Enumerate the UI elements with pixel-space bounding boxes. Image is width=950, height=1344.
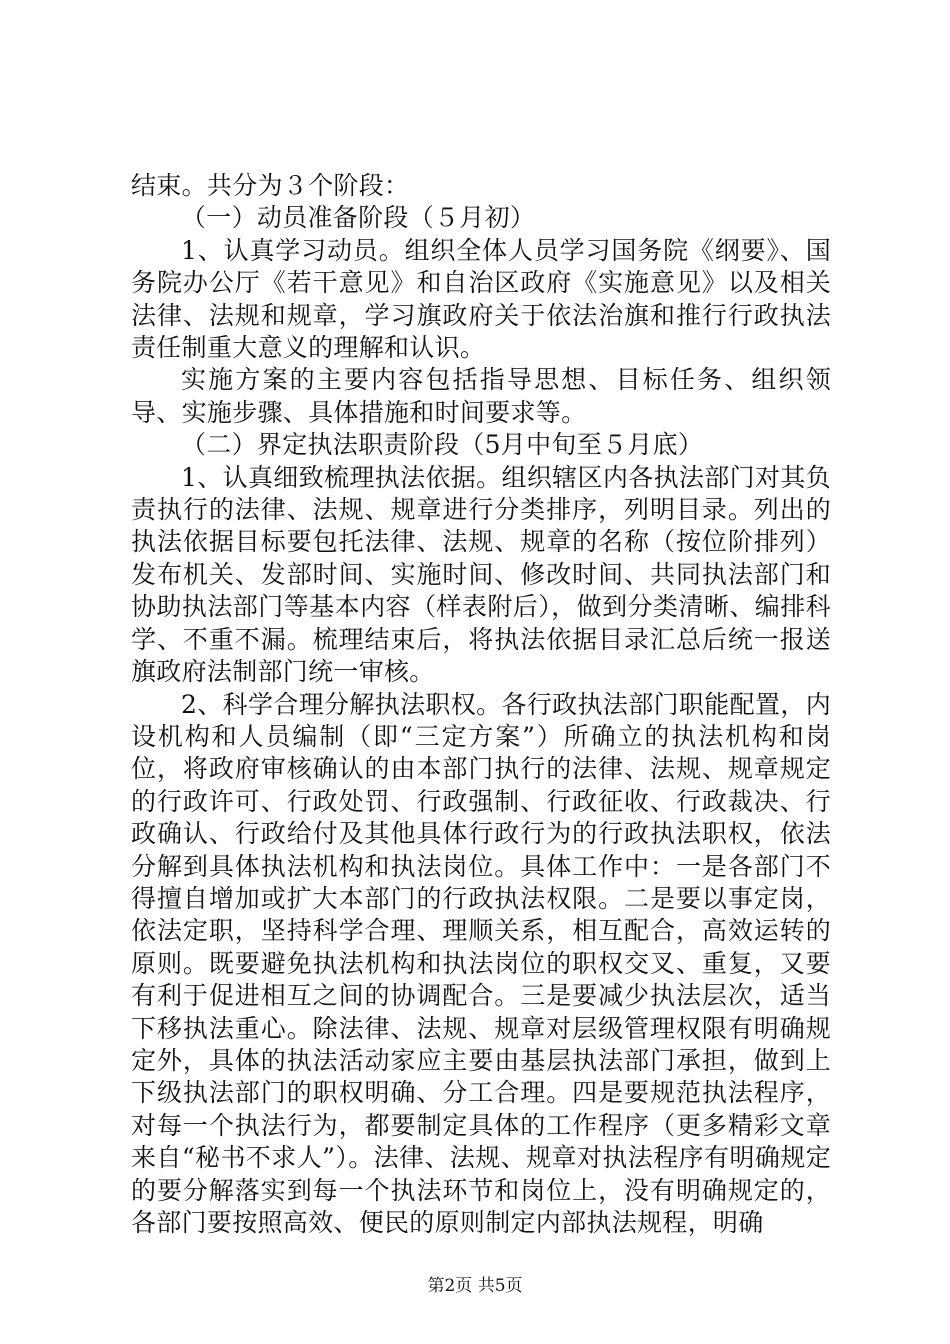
section-heading-1: （一）动员准备阶段（５月初） — [181, 203, 536, 233]
paragraph-6: 1、认真细致梳理执法依据。组织辖区内各执法部门对其负责执行的法律、法规、规章进行分类排序，列明目录。列出的执法依据目标要包托法律、法规、规章的名称（按位阶排列）发布机关、发部时间、实施时间、修改时间、共同执法部门和协助执法部门等基本内容（样表附后），做到分类清晰、编排科学、不重不漏。梳理结束后，将执法依据目录汇总后统一报送旗政府法制部门统一审核。 — [131, 462, 831, 687]
paragraph-3: 1、认真学习动员。组织全体人员学习国务院《纲要》、国务院办公厅《若干意见》和自治区政府《实施意见》以及相关法律、法规和规章，学习旗政府关于依法治旗和推行行政执法责任制重大意义的理解和认识。 — [131, 235, 831, 363]
page-footer: 第2页 共5页 — [427, 1276, 523, 1296]
paragraph-1: 结束。共分为３个阶段： — [131, 171, 410, 200]
document-body — [131, 170, 831, 1239]
section-heading-2: （二）界定执法职责阶段（5月中旬至５月底） — [181, 430, 704, 460]
paragraph-4: 实施方案的主要内容包括指导思想、目标任务、组织领导、实施步骤、具体措施和时间要求等。 — [131, 365, 831, 427]
paragraph-7: 2、科学合理分解执法职权。各行政执法部门职能配置，内设机构和人员编制（即“三定方案”）所确立的执法机构和岗位，将政府审核确认的由本部门执行的法律、法规、规章规定的行政许可、行政处罚、行政强制、行政征收、行政裁决、行政确认、行政给付及其他具体行政行为的行政执法职权，依法分解到具体执法机构和执法岗位。具体工作中：一是各部门不得擅自增加或扩大本部门的行政执法权限。二是要以事定岗，依法定职，坚持科学合理、理顺关系，相互配合，高效运转的原则。既要避免执法机构和执法岗位的职权交叉、重复，又要有利于促进相互之间的协调配合。三是要减少执法层次，适当下移执法重心。除法律、法规、规章对层级管理权限有明确规定外，具体的执法活动家应主要由基层执法部门承担，做到上下级执法部门的职权明确、分工合理。四是要规范执法程序，对每一个执法行为，都要制定具体的工作程序（更多精彩文章来自“秘书不求人”）。法律、法规、规章对执法程序有明确规定的要分解落实到每一个执法环节和岗位上，没有明确规定的，各部门要按照高效、便民的原则制定内部执法规程，明确 — [131, 689, 831, 1237]
